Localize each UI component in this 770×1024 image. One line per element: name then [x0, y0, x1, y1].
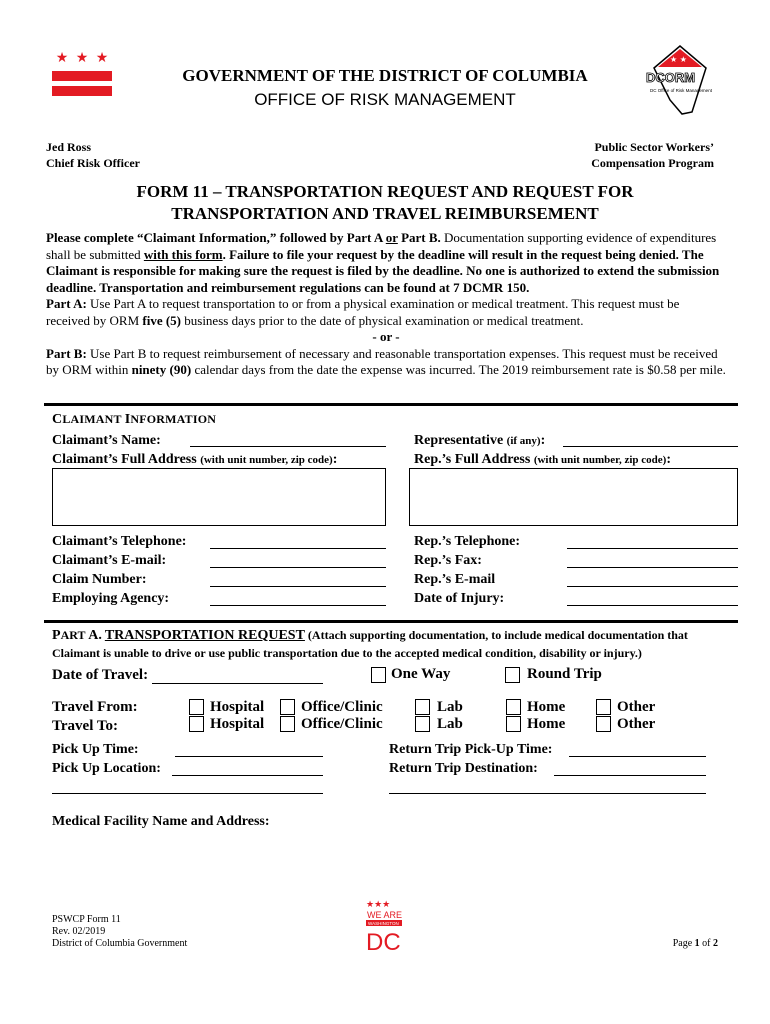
- from-office-checkbox[interactable]: [280, 699, 295, 715]
- to-office-checkbox[interactable]: [280, 716, 295, 732]
- to-lab-checkbox[interactable]: [415, 716, 430, 732]
- to-hospital-checkbox[interactable]: [189, 716, 204, 732]
- or-separator: - or -: [372, 329, 400, 344]
- to-lab-label: Lab: [437, 716, 463, 732]
- program-line1: Public Sector Workers’: [594, 140, 714, 154]
- claimant-contact-labels: Claimant’s Telephone: Claimant’s E-mail: Claim Number: Employing Agency:: [52, 534, 187, 606]
- rep-phone-field[interactable]: [567, 548, 738, 549]
- claimant-phone-field[interactable]: [210, 548, 386, 549]
- officer-name: Jed Ross: [46, 140, 92, 154]
- date-of-injury-field[interactable]: [567, 605, 738, 606]
- program-block: [540, 139, 714, 171]
- rep-name-field[interactable]: [563, 446, 738, 447]
- svg-text:DCORM: DCORM: [646, 70, 696, 85]
- round-trip-label: Round Trip: [527, 666, 602, 682]
- form-id: PSWCP Form 11: [52, 914, 121, 925]
- divider: [44, 620, 738, 623]
- claimant-address-field[interactable]: [52, 468, 386, 526]
- we-are-dc-logo-icon: [361, 898, 407, 956]
- organization: District of Columbia Government: [52, 938, 188, 949]
- from-home-checkbox[interactable]: [506, 699, 521, 715]
- from-lab-label: Lab: [437, 699, 463, 715]
- officer-block: [46, 139, 140, 171]
- pickup-time-label: Pick Up Time:: [52, 742, 139, 757]
- svg-text:★ ★: ★ ★: [670, 55, 687, 64]
- pickup-location-field[interactable]: [172, 775, 323, 776]
- revision: Rev. 02/2019: [52, 926, 106, 937]
- to-home-checkbox[interactable]: [506, 716, 521, 732]
- to-office-label: Office/Clinic: [301, 716, 383, 732]
- return-destination-field[interactable]: [554, 775, 706, 776]
- return-time-field[interactable]: [569, 756, 706, 757]
- rep-label: Representative (if any):: [414, 433, 546, 448]
- footer-info: [52, 914, 187, 950]
- officer-role: Chief Risk Officer: [46, 156, 140, 170]
- rep-address-field[interactable]: [409, 468, 738, 526]
- return-time-label: Return Trip Pick-Up Time:: [389, 742, 553, 757]
- instructions: Please complete “Claimant Information,” followed by Part A or Part B. Documentation supporting evidence of expenditures shall be submitted with this form. Failure to file your request by the deadline will result in the request being denied. The Claimant is responsible for making sure the request is filed by the deadline. No one is authorized to extend the submission deadline. Transportation and reimbursement regulations can be found at 7 DCMR 150. Part A: Use Part A to request transportation to or from a physical examination or medical treatment. This request must be received by ORM five (5) business days prior to the date of physical examination or medical treatment. - or - Part B: Use Part B to request reimbursement of necessary and reasonable transportation expenses. This request must be received by ORM within ninety (90) calendar days from the date the expense was incurred. The 2019 reimbursement rate is $0.58 per mile.: [46, 230, 726, 377]
- svg-text:DC Office of Risk Management: DC Office of Risk Management: [650, 88, 712, 93]
- dc-flag-icon: ★ ★ ★: [52, 52, 112, 96]
- from-hospital-label: Hospital: [210, 699, 265, 715]
- to-hospital-label: Hospital: [210, 716, 265, 732]
- part-a-note: Claimant is unable to drive or use public transportation due to the accepted medical condition, disability or injury.): [52, 646, 642, 660]
- gov-title: GOVERNMENT OF THE DISTRICT OF COLUMBIA: [182, 66, 588, 85]
- part-a-heading: PART A. TRANSPORTATION REQUEST (Attach supporting documentation, to include medical documentation that: [52, 628, 688, 643]
- form-title: FORM 11 – TRANSPORTATION REQUEST AND REQUEST FOR TRANSPORTATION AND TRAVEL REIMBURSEMENT: [136, 182, 634, 223]
- pickup-location-field-2[interactable]: [52, 793, 323, 794]
- pickup-time-field[interactable]: [175, 756, 323, 757]
- one-way-checkbox[interactable]: [371, 667, 386, 683]
- rep-contact-labels: Rep.’s Telephone: Rep.’s Fax: Rep.’s E-mail Date of Injury:: [414, 534, 521, 606]
- svg-text:WASHINGTON: WASHINGTON: [368, 921, 399, 926]
- rep-address-label: Rep.’s Full Address (with unit number, zip code):: [414, 452, 672, 467]
- dcorm-logo-icon: [640, 40, 725, 115]
- one-way-label: One Way: [391, 666, 451, 682]
- travel-labels: Travel From: Travel To:: [52, 699, 138, 734]
- page-number: Page 1 of 2: [672, 938, 718, 949]
- claimant-section-heading: CLAIMANT INFORMATION: [52, 412, 217, 427]
- to-other-checkbox[interactable]: [596, 716, 611, 732]
- svg-text:DC: DC: [366, 929, 401, 956]
- svg-text:WE ARE: WE ARE: [367, 910, 403, 920]
- claimant-email-field[interactable]: [210, 567, 386, 568]
- medical-facility-label: Medical Facility Name and Address:: [52, 814, 270, 829]
- from-office-label: Office/Clinic: [301, 699, 383, 715]
- from-home-label: Home: [527, 699, 566, 715]
- claim-number-field[interactable]: [210, 586, 386, 587]
- claimant-address-label: Claimant’s Full Address (with unit number, zip code):: [52, 452, 338, 467]
- from-lab-checkbox[interactable]: [415, 699, 430, 715]
- office-title: OFFICE OF RISK MANAGEMENT: [254, 90, 516, 109]
- pickup-location-label: Pick Up Location:: [52, 761, 161, 776]
- return-destination-label: Return Trip Destination:: [389, 761, 538, 776]
- divider: [44, 403, 738, 406]
- from-other-checkbox[interactable]: [596, 699, 611, 715]
- date-of-travel-field[interactable]: [152, 683, 323, 684]
- return-destination-field-2[interactable]: [389, 793, 706, 794]
- svg-text:★★★: ★★★: [366, 900, 391, 910]
- from-other-label: Other: [617, 699, 656, 715]
- to-home-label: Home: [527, 716, 566, 732]
- claimant-name-field[interactable]: [190, 446, 386, 447]
- rep-fax-field[interactable]: [567, 567, 738, 568]
- rep-email-field[interactable]: [567, 586, 738, 587]
- date-of-travel-label: Date of Travel:: [52, 667, 149, 683]
- to-other-label: Other: [617, 716, 656, 732]
- round-trip-checkbox[interactable]: [505, 667, 520, 683]
- from-hospital-checkbox[interactable]: [189, 699, 204, 715]
- program-line2: Compensation Program: [591, 156, 714, 170]
- claimant-name-label: Claimant’s Name:: [52, 433, 161, 448]
- employing-agency-field[interactable]: [210, 605, 386, 606]
